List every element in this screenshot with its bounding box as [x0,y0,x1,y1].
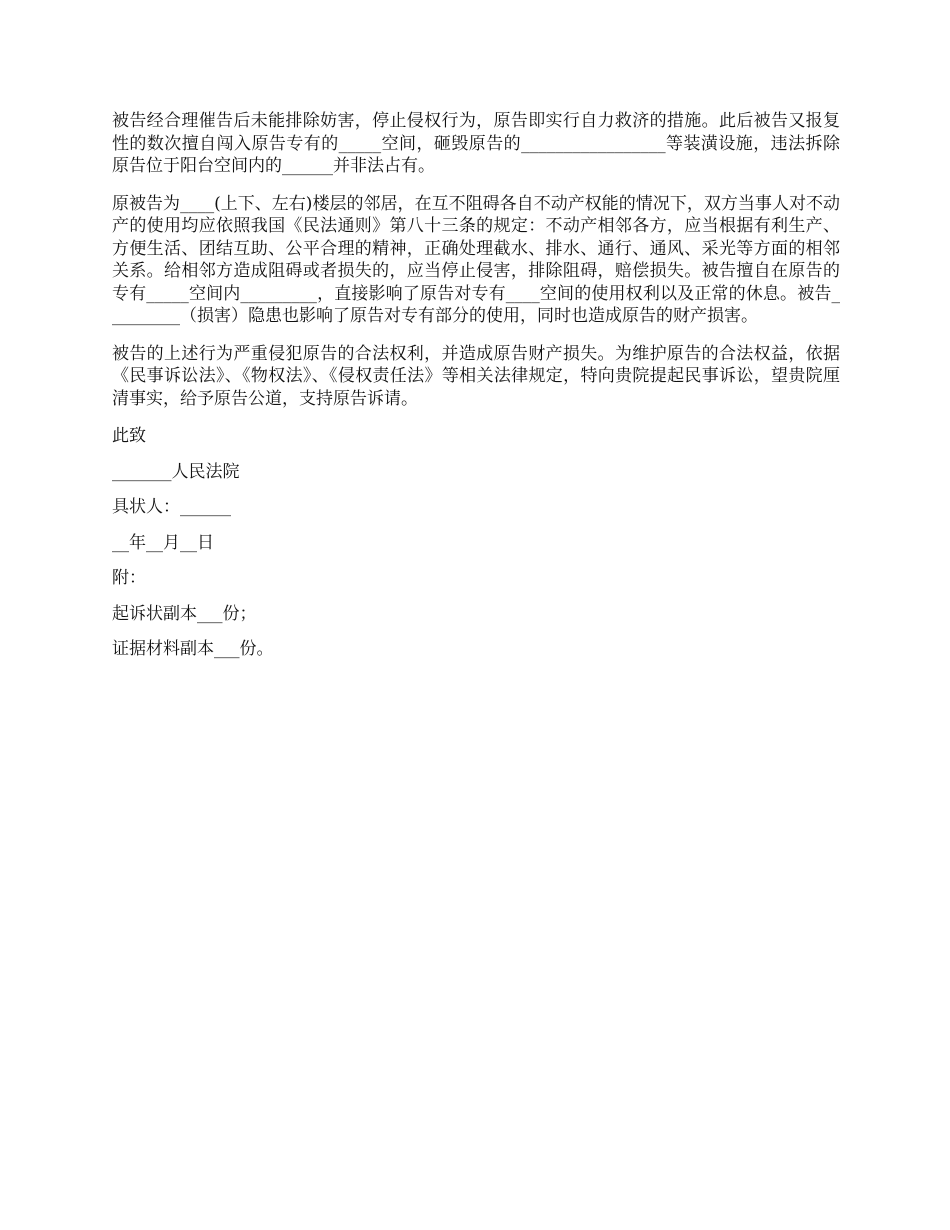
paragraph-claim-request: 被告的上述行为严重侵犯原告的合法权利，并造成原告财产损失。为维护原告的合法权益，依据《民事诉讼法》、《物权法》、《侵权责任法》等相关法律规定，特向贵院提起民事诉讼，望贵院厘清事实，给予原告公道，支持原告诉请。 [112,343,840,409]
date-line: __年__月__日 [112,532,214,553]
court-name: _______人民法院 [112,461,240,482]
paragraph-legal-basis: 原被告为____(上下、左右)楼层的邻居，在互不阻碍各自不动产权能的情况下，双方当事人对不动产的使用均应依照我国《民法通则》第八十三条的规定：不动产相邻各方，应当根据有利生产、方便生活、团结互助、公平合理的精神，正确处理截水、排水、通行、通风、采光等方面的相邻关系。给相邻方造成阻碍或者损失的，应当停止侵害，排除阻碍，赔偿损失。被告擅自在原告的专有_____空间内_________，直接影响了原告对专有____空间的使用权利以及正常的休息。被告_________（损害）隐患也影响了原告对专有部分的使用，同时也造成原告的财产损害。 [112,193,840,326]
document-body [112,110,840,674]
closing-salutation: 此致 [112,426,146,446]
attachment-item: 起诉状副本___份； [112,603,257,624]
attachment-item: 证据材料副本___份。 [112,639,274,659]
attachment-label: 附： [112,568,146,588]
signer-line: 具状人：______ [112,497,231,517]
paragraph-infringement-facts: 被告经合理催告后未能排除妨害，停止侵权行为，原告即实行自力救济的措施。此后被告又报复性的数次擅自闯入原告专有的_____空间，砸毁原告的_________________等装潢设施，违法拆除原告位于阳台空间内的______并非法占有。 [112,111,840,176]
